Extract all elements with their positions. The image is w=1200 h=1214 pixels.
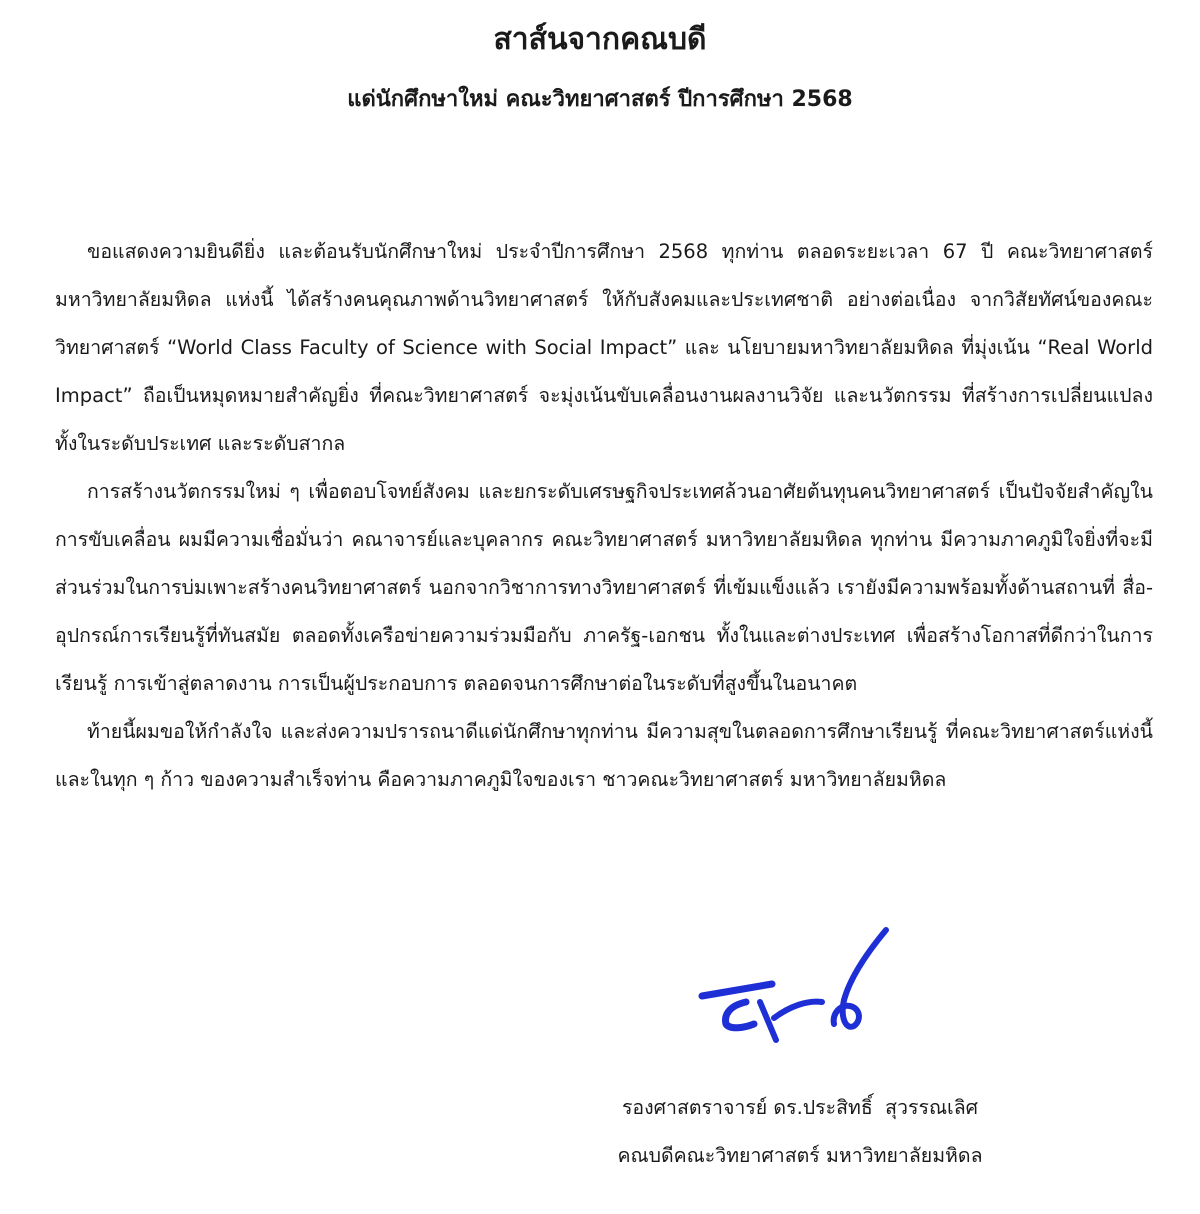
letter-subtitle: แด่นักศึกษาใหม่ คณะวิทยาศาสตร์ ปีการศึกษา 2568 [347,87,853,112]
paragraph-3: ท้ายนี้ผมขอให้กำลังใจ และส่งความปรารถนาดีแด่นักศึกษาทุกท่าน มีความสุขในตลอดการศึกษาเรียนรู้ ที่คณะวิทยาศาสตร์แห่งนี้ และในทุก ๆ ก้าว ของความสำเร็จท่าน คือความภาคภูมิใจของเรา ชาวคณะวิทยาศาสตร์ มหาวิทยาลัยมหิดล [55,720,1153,791]
signer-name: รองศาสตราจารย์ ดร.ประสิทธิ์ สุวรรณเลิศ [621,1096,979,1119]
letter-body [55,228,1153,804]
paragraph-2: การสร้างนวัตกรรมใหม่ ๆ เพื่อตอบโจทย์สังคม และยกระดับเศรษฐกิจประเทศล้วนอาศัยต้นทุนคนวิทยาศาสตร์ เป็นปัจจัยสำคัญในการขับเคลื่อน ผมมีความเชื่อมั่นว่า คณาจารย์และบุคลากร คณะวิทยาศาสตร์ มหาวิทยาลัยมหิดล ทุกท่าน มีความภาคภูมิใจยิ่งที่จะมีส่วนร่วมในการบ่มเพาะสร้างคนวิทยาศาสตร์ นอกจากวิชาการทางวิทยาศาสตร์ ที่เข้มแข็งแล้ว เรายังมีความพร้อมทั้งด้านสถานที่ สื่อ-อุปกรณ์การเรียนรู้ที่ทันสมัย ตลอดทั้งเครือข่ายความร่วมมือกับ ภาครัฐ-เอกชน ทั้งในและต่างประเทศ เพื่อสร้างโอกาสที่ดีกว่าในการเรียนรู้ การเข้าสู่ตลาดงาน การเป็นผู้ประกอบการ ตลอดจนการศึกษาต่อในระดับที่สูงขึ้นในอนาคต [55,480,1153,695]
paragraph-1: ขอแสดงความยินดียิ่ง และต้อนรับนักศึกษาใหม่ ประจำปีการศึกษา 2568 ทุกท่าน ตลอดระยะเวลา 67 ปี คณะวิทยาศาสตร์ มหาวิทยาลัยมหิดล แห่งนี้ ได้สร้างคนคุณภาพด้านวิทยาศาสตร์ ให้กับสังคมและประเทศชาติ อย่างต่อเนื่อง จากวิสัยทัศน์ของคณะวิทยาศาสตร์ “World Class Faculty of Science with Social Impact” และ นโยบายมหาวิทยาลัยมหิดล ที่มุ่งเน้น “Real World Impact” ถือเป็นหมุดหมายสำคัญยิ่ง ที่คณะวิทยาศาสตร์ จะมุ่งเน้นขับเคลื่อนงานผลงานวิจัย และนวัตกรรม ที่สร้างการเปลี่ยนแปลงทั้งในระดับประเทศ และระดับสากล [55,240,1153,455]
signer-title: คณบดีคณะวิทยาศาสตร์ มหาวิทยาลัยมหิดล [617,1144,983,1167]
letter-title: สาส์นจากคณบดี [493,22,707,57]
handwritten-signature [690,918,910,1068]
